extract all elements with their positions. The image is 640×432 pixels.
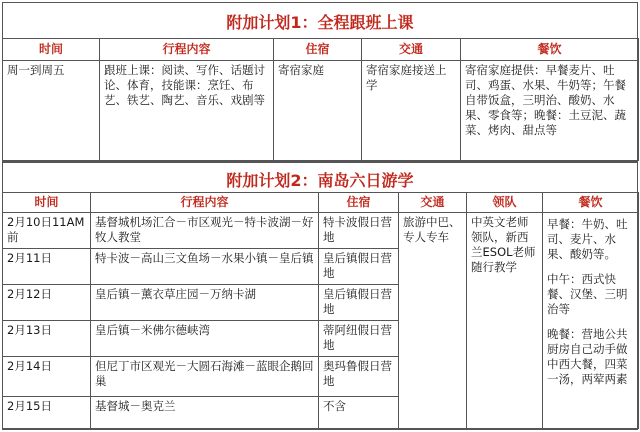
plan2-row-1-content: 基督城机场汇合－市区观光－特卡波湖－好牧人教堂 bbox=[91, 213, 319, 249]
plan2-row-1-time: 2月10日11AM前 bbox=[3, 213, 91, 249]
plan1-title: 附加计划1：全程跟班上课 bbox=[226, 13, 414, 32]
plan1-lodging: 寄宿家庭 bbox=[274, 61, 362, 161]
plan2-row-5-lodging: 奥玛鲁假日营地 bbox=[319, 357, 399, 397]
plan2-row-4-time: 2月13日 bbox=[3, 321, 91, 357]
plan2-meals-dinner: 晚餐：营地公共厨房自己动手做中西大餐，四菜一汤，两荤两素 bbox=[547, 327, 628, 386]
plan1-header-lodging: 住宿 bbox=[274, 39, 362, 61]
plan2-row-2-content: 特卡波－高山三文鱼场－水果小镇－皇后镇 bbox=[91, 249, 319, 285]
plan2-row-6-time: 2月15日 bbox=[3, 397, 91, 429]
plan2-meals-lunch: 中午：西式快餐、汉堡、三明治等 bbox=[547, 272, 628, 316]
plan2-header-transport: 交通 bbox=[399, 193, 467, 213]
plan2-header-content: 行程内容 bbox=[91, 193, 319, 213]
plan1-header-transport: 交通 bbox=[362, 39, 461, 61]
plan2-row-6-lodging: 不含 bbox=[319, 397, 399, 429]
plan2-header-leader: 领队 bbox=[467, 193, 543, 213]
plan2-row-2-lodging: 皇后镇假日营地 bbox=[319, 249, 399, 285]
plan1-header-time: 时间 bbox=[3, 39, 100, 61]
plan2-row-3-content: 皇后镇－薰衣草庄园－万纳卡湖 bbox=[91, 285, 319, 321]
plan1-header-content: 行程内容 bbox=[100, 39, 274, 61]
plan2-row-5-time: 2月14日 bbox=[3, 357, 91, 397]
plan2-meals bbox=[543, 213, 639, 429]
plan2-row-3-lodging: 皇后镇假日营地 bbox=[319, 285, 399, 321]
plan1-meals: 寄宿家庭提供：早餐麦片、吐司、鸡蛋、水果、牛奶等；午餐自带饭盒，三明治、酸奶、水果、零食等；晚餐：土豆泥、蔬菜、烤肉、甜点等 bbox=[461, 61, 639, 161]
plan2-row-6-content: 基督城－奥克兰 bbox=[91, 397, 319, 429]
plan2-header-time: 时间 bbox=[3, 193, 91, 213]
plan1-transport: 寄宿家庭接送上学 bbox=[362, 61, 461, 161]
plan1-content: 跟班上课：阅读、写作、话题讨论、体育，技能课：烹饪、布艺、铁艺、陶艺、音乐、戏剧等 bbox=[100, 61, 274, 161]
plan2-title: 附加计划2：南岛六日游学 bbox=[226, 171, 414, 190]
plan2-row-4-content: 皇后镇－米佛尔德峡湾 bbox=[91, 321, 319, 357]
plan2-header-meals: 餐饮 bbox=[543, 193, 639, 213]
plan2-row-3-time: 2月12日 bbox=[3, 285, 91, 321]
plan2-row-5-content: 但尼丁市区观光－大圆石海滩－蓝眼企鹅回巢 bbox=[91, 357, 319, 397]
plan2-row-2-time: 2月11日 bbox=[3, 249, 91, 285]
plan1-header-meals: 餐饮 bbox=[461, 39, 639, 61]
plan2-meals-breakfast: 早餐：牛奶、吐司、麦片、水果、酸奶等。 bbox=[547, 217, 628, 261]
plan1-time: 周一到周五 bbox=[3, 61, 100, 161]
plan2-table bbox=[2, 192, 639, 429]
plan2-transport: 旅游中巴、专人专车 bbox=[399, 213, 467, 429]
plan2-leader: 中英文老师领队，新西兰ESOL老师随行教学 bbox=[467, 213, 543, 429]
plan2-row-1-lodging: 特卡波假日营地 bbox=[319, 213, 399, 249]
plan1-table bbox=[2, 38, 639, 161]
plan2-header-lodging: 住宿 bbox=[319, 193, 399, 213]
plan2-row-4-lodging: 蒂阿纽假日营地 bbox=[319, 321, 399, 357]
